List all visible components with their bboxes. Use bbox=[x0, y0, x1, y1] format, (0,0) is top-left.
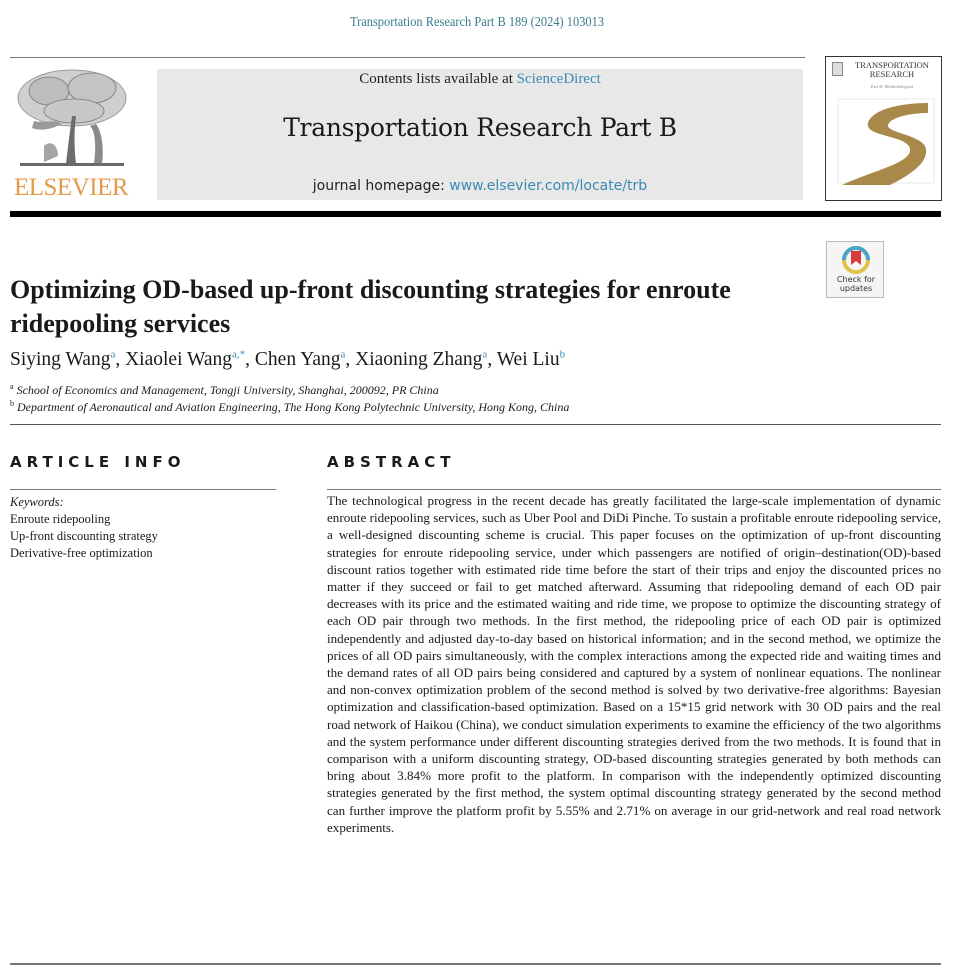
sciencedirect-link[interactable]: ScienceDirect bbox=[516, 71, 601, 87]
author-name[interactable]: Wei Liu bbox=[496, 349, 560, 370]
cover-title bbox=[844, 61, 940, 79]
cover-emblem-icon bbox=[832, 62, 843, 76]
author-name[interactable]: Chen Yang bbox=[254, 349, 341, 370]
author[interactable] bbox=[497, 349, 565, 370]
article-title: Optimizing OD-based up-front discounting strategies for enroute ridepooling services bbox=[10, 275, 731, 338]
cover-subtitle: Part B: Methodological bbox=[870, 84, 914, 89]
author[interactable] bbox=[125, 349, 255, 370]
elsevier-wordmark: ELSEVIER bbox=[13, 174, 129, 201]
affiliation-b bbox=[10, 400, 569, 415]
check-for-updates-label bbox=[827, 275, 885, 293]
article-info-divider bbox=[10, 489, 276, 490]
keyword-item: Derivative-free optimization bbox=[10, 546, 153, 560]
check-label-line2: updates bbox=[839, 284, 873, 293]
elsevier-tree-icon bbox=[14, 66, 130, 174]
cover-title-line2: RESEARCH bbox=[869, 69, 915, 79]
author-separator: , bbox=[245, 349, 255, 370]
keywords-label: Keywords: bbox=[10, 495, 64, 509]
keyword-item: Enroute ridepooling bbox=[10, 512, 111, 526]
keywords-block bbox=[10, 494, 276, 562]
elsevier-logo[interactable] bbox=[10, 66, 132, 200]
homepage-prefix: journal homepage: bbox=[312, 178, 450, 194]
abstract-heading: ABSTRACT bbox=[327, 453, 456, 471]
bottom-divider bbox=[10, 963, 941, 965]
contents-prefix: Contents lists available at bbox=[359, 71, 517, 87]
cover-title-line1: TRANSPORTATION bbox=[855, 60, 929, 70]
author-affiliation-mark[interactable]: a,* bbox=[232, 348, 246, 361]
header-thick-divider bbox=[10, 211, 941, 217]
author[interactable] bbox=[355, 349, 497, 370]
abstract-divider bbox=[327, 489, 941, 490]
check-label-line1: Check for bbox=[836, 275, 876, 284]
journal-banner bbox=[157, 69, 803, 200]
author-name[interactable]: Xiaoning Zhang bbox=[355, 349, 483, 370]
crossmark-icon bbox=[841, 245, 871, 275]
author[interactable] bbox=[10, 349, 125, 370]
keyword-item: Up-front discounting strategy bbox=[10, 529, 158, 543]
check-for-updates-button[interactable] bbox=[826, 241, 884, 298]
author-affiliation-mark[interactable]: a bbox=[482, 348, 488, 361]
author-affiliation-mark[interactable]: b bbox=[559, 348, 566, 361]
author-separator: , bbox=[345, 349, 356, 370]
affiliation-text: Department of Aeronautical and Aviation Engineering, The Hong Kong Polytechnic University, Hong Kong, China bbox=[17, 400, 570, 414]
author-separator: , bbox=[115, 349, 126, 370]
journal-name: Transportation Research Part B bbox=[283, 113, 677, 142]
journal-cover[interactable] bbox=[825, 56, 942, 201]
top-divider bbox=[10, 57, 805, 58]
author-list bbox=[10, 349, 810, 371]
author-name[interactable]: Xiaolei Wang bbox=[125, 349, 233, 370]
cover-road-icon bbox=[832, 97, 936, 187]
section-divider bbox=[10, 424, 941, 425]
journal-citation[interactable]: Transportation Research Part B 189 (2024) 103013 bbox=[349, 14, 605, 29]
affiliation-mark: b bbox=[10, 399, 14, 408]
article-info-heading: ARTICLE INFO bbox=[10, 453, 186, 471]
author-affiliation-mark[interactable]: a bbox=[340, 348, 346, 361]
contents-line bbox=[157, 71, 803, 88]
abstract-text: The technological progress in the recent decade has greatly facilitated the large-scale implementation of dynamic enroute ridepooling services, such as Uber Pool and DiDi Pinche. To sustain a profitable enroute ridepooling service, a well-designed discounting scheme is crucial. This paper focuses on the optimization of up-front discounting strategies for enroute ridepooling service, under which passengers are notified of origin–destination(OD)-based discount ratios together with estimated ride time before the start of their trips and enjoy the discounted prices no matter if they succeed or fail to get matched afterward. Assuming that ridepooling demand of each OD pair decreases with its price and the estimated waiting and ride time, we propose to optimize the discounting strategy of each OD pair through two methods. In the first method, the ridepooling price of each OD pair is optimized independently and adjusted day-to-day based on historical information; and in the second method, we optimize the prices of all OD pairs simultaneously, with the complex interactions among the expected ride and waiting times and the demand rates of all OD pairs being considered and captured by a system of nonlinear equations. The nonlinear and non-convex optimization problem of the second method is solved by two derivative-free algorithms: Bayesian optimization and classification-based optimization. Based on a 15*15 grid network with 30 OD pairs and the real road network of Haikou (China), we conduct simulation experiments to examine the efficiency of the two algorithms and the system performance under different discounting strategies derived from the two methods. It is found that in comparison with a uniform discounting strategy, OD-based discounting strategies generated by both methods can bring about 3.84% more profit to the platform. In comparison with the independently optimized discounting strategies generated by the first method, the system optimal discounting strategy generated by the second method can further improve the platform profit by 5.55% and 2.71% on average in our grid-network and real road network experiments. bbox=[327, 493, 941, 835]
author[interactable] bbox=[255, 349, 355, 370]
affiliation-text: School of Economics and Management, Tongji University, Shanghai, 200092, PR China bbox=[16, 383, 439, 397]
homepage-link[interactable]: www.elsevier.com/locate/trb bbox=[449, 178, 648, 194]
affiliation-mark: a bbox=[10, 382, 14, 391]
affiliation-a bbox=[10, 383, 439, 398]
homepage-line bbox=[157, 178, 803, 194]
author-separator: , bbox=[487, 349, 497, 370]
author-affiliation-mark[interactable]: a bbox=[110, 348, 116, 361]
author-name[interactable]: Siying Wang bbox=[10, 349, 111, 370]
